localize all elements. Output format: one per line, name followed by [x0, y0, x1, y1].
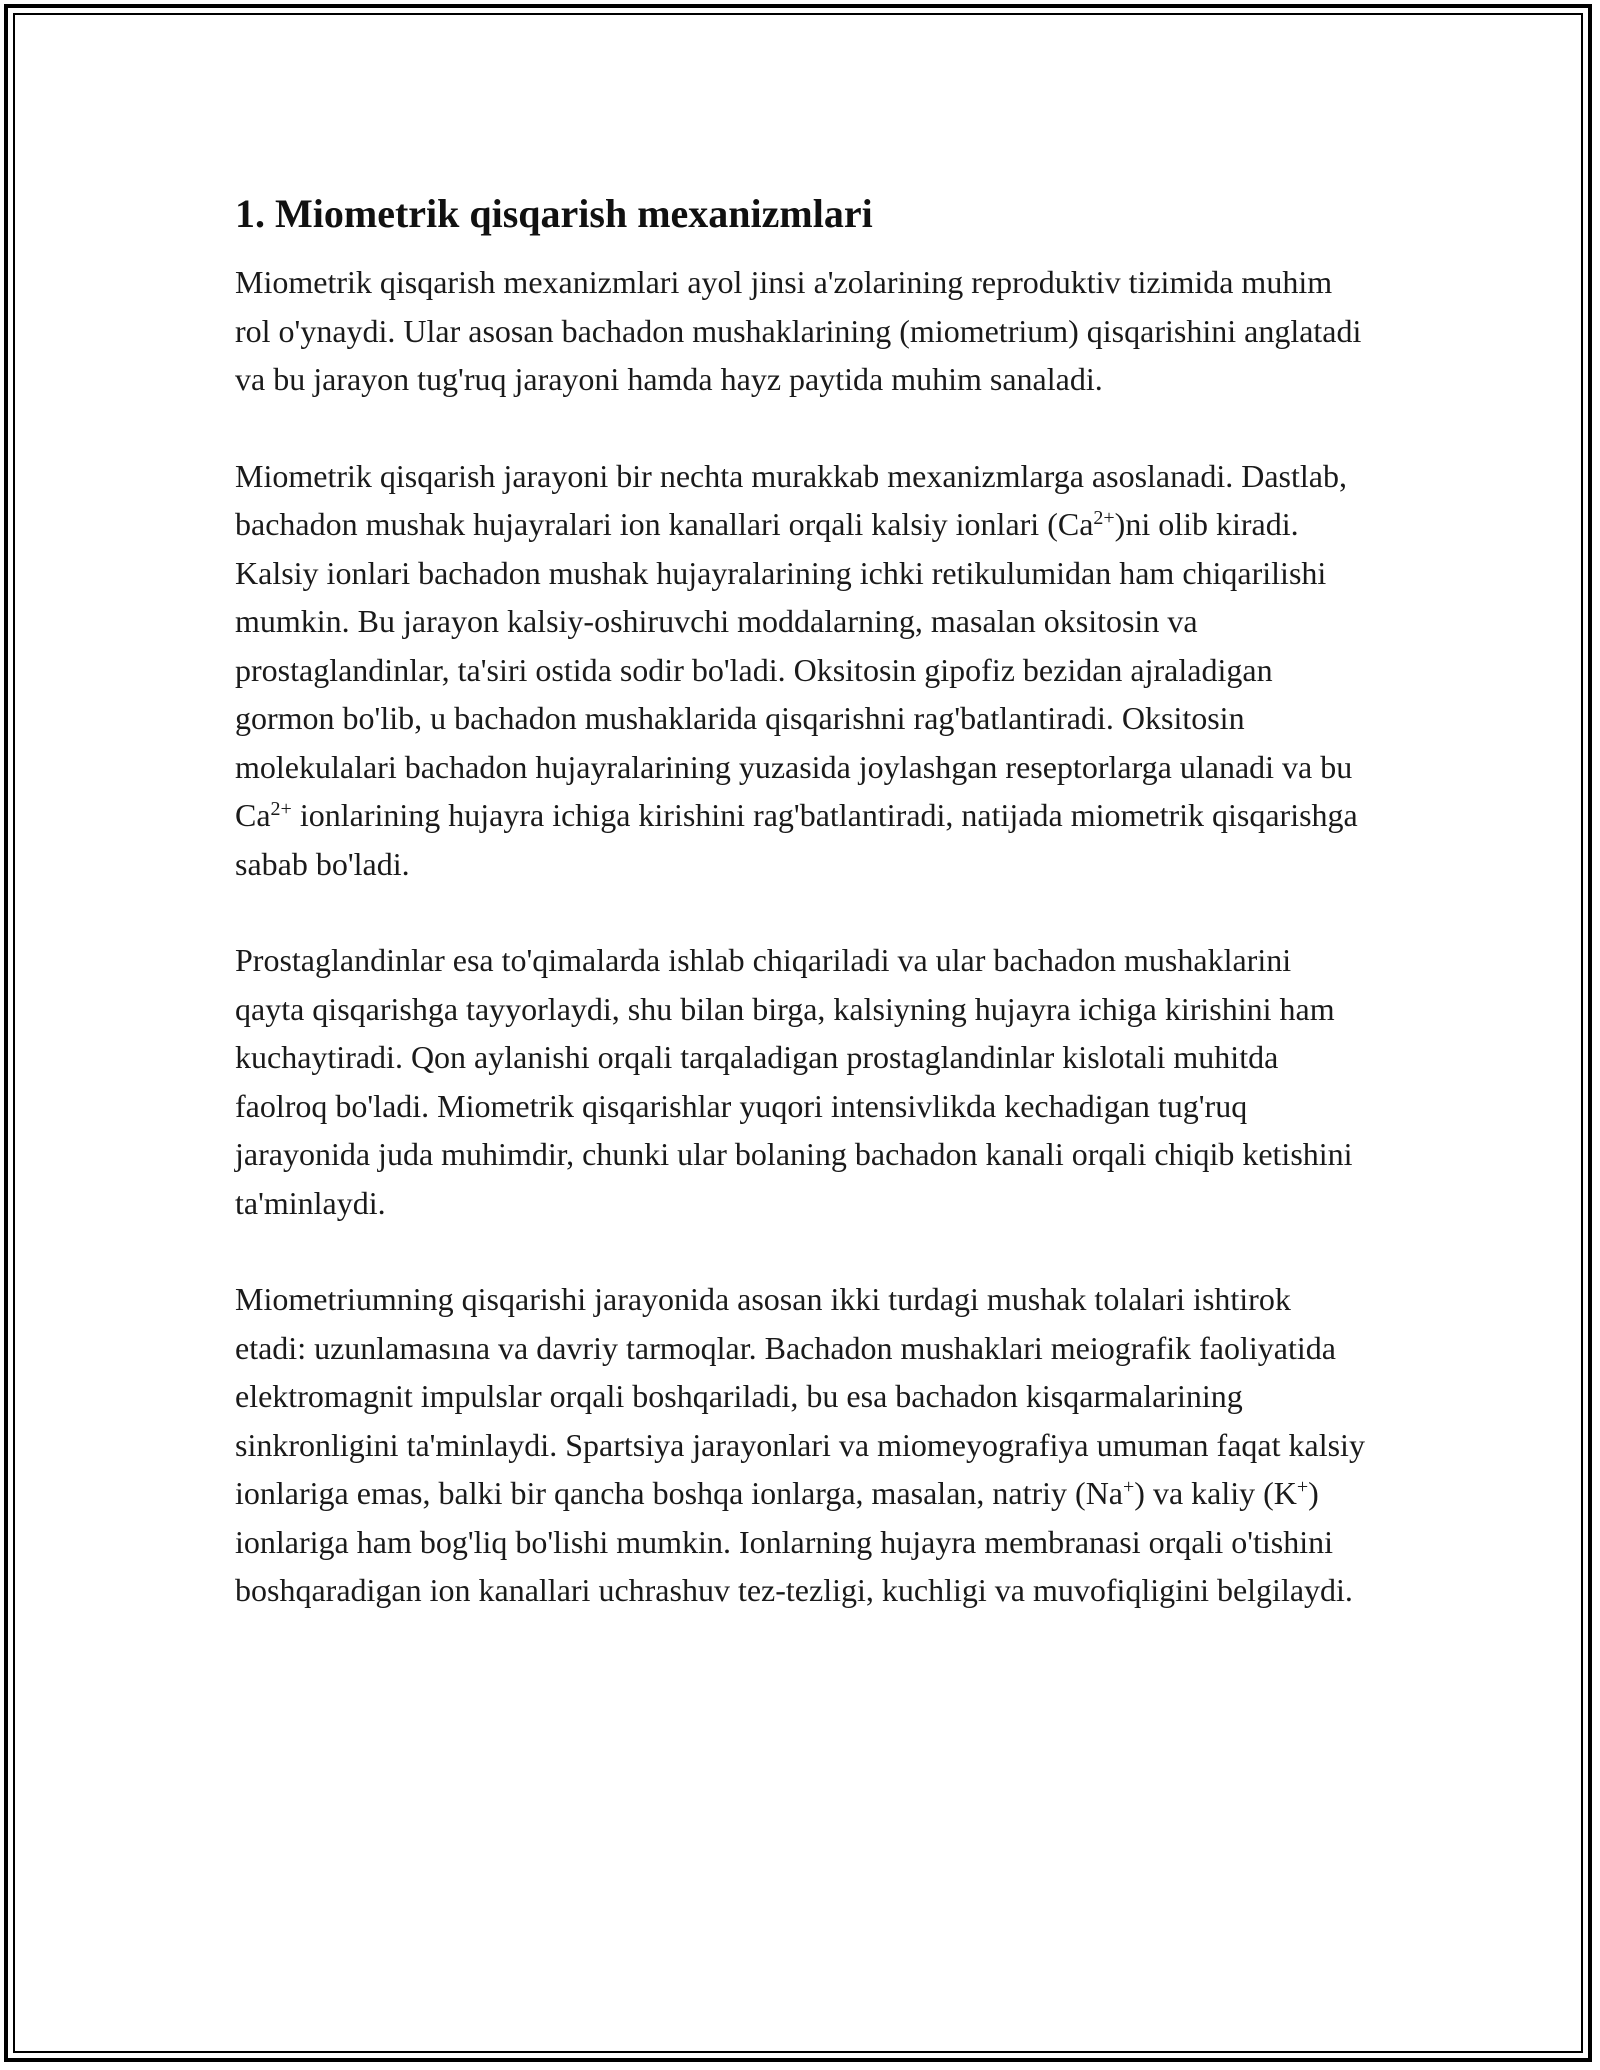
paragraph-calcium-mechanism	[235, 452, 1365, 889]
section-heading: 1. Miometrik qisqarish mexanizmlari	[235, 191, 873, 236]
superscript-charge: 2+	[270, 798, 292, 820]
paragraph-prostaglandins: Prostaglandinlar esa to'qimalarda ishlab chiqariladi va ular bachadon mushaklarini qayta qisqarishga tayyorlaydi, shu bilan birga, kalsiyning hujayra ichiga kirishini ham kuchaytiradi. Qon aylanishi orqali tarqaladigan prostaglandinlar kislotali muhitda faolroq bo'ladi. Miometrik qisqarishlar yuqori intensivlikda kechadigan tug'ruq jarayonida juda muhimdir, chunki ular bolaning bachadon kanali orqali chiqib ketishini ta'minlaydi.	[235, 942, 1353, 1221]
superscript-charge: 2+	[1093, 507, 1115, 529]
paragraph-text: Miometrik qisqarish jarayoni bir nechta murakkab mexanizmlarga asoslanadi. Dastlab, bachadon mushak hujayralari ion kanallari orqali kalsiy ionlari (Ca	[235, 457, 1347, 542]
paragraph-text: ) va kaliy (K	[1134, 1475, 1297, 1511]
paragraph-text: )ni olib kiradi. Kalsiy ionlari bachadon mushak hujayralarining ichki retikulumidan ham chiqarilishi mumkin. Bu jarayon kalsiy-oshiruvchi moddalarning, masalan oksitosin va prostaglandinlar, ta'siri ostida sodir bo'ladi. Oksitosin gipofiz bezidan ajraladigan gormon bo'lib, u bachadon mushaklarida qisqarishni rag'batlantiradi. Oksitosin molekulalari bachadon hujayralarining yuzasida joylashgan reseptorlarga ulanadi va bu Ca	[235, 506, 1353, 833]
paragraph-intro: Miometrik qisqarish mexanizmlari ayol jinsi a'zolarining reproduktiv tizimida muhim rol o'ynaydi. Ular asosan bachadon mushaklarining (miometrium) qisqarishini anglatadi va bu jarayon tug'ruq jarayoni hamda hayz paytida muhim sanaladi.	[235, 264, 1362, 397]
superscript-charge: +	[1296, 1476, 1309, 1498]
paragraph-muscle-fibers	[235, 1275, 1365, 1615]
document-body	[235, 188, 1365, 1663]
superscript-charge: +	[1123, 1476, 1135, 1498]
paragraph-text: ) ionlariga ham bog'liq bo'lishi mumkin. Ionlarning hujayra membranasi orqali o'tishini boshqaradigan ion kanallari uchrashuv tez-tezligi, kuchligi va muvofiqligini belgilaydi.	[235, 1475, 1353, 1608]
paragraph-text: ionlarining hujayra ichiga kirishini rag'batlantiradi, natijada miometrik qisqarishga sabab bo'ladi.	[235, 797, 1358, 882]
paragraph-text: Miometriumning qisqarishi jarayonida asosan ikki turdagi mushak tolalari ishtirok etadi: uzunlamasına va davriy tarmoqlar. Bachadon mushaklari meiografik faoliyatida elektromagnit impulslar orqali boshqariladi, bu esa bachadon kisqarmalarining sinkronligini ta'minlaydi. Spartsiya jarayonlari va miomeyografiya umuman faqat kalsiy ionlariga emas, balki bir qancha boshqa ionlarga, masalan, natriy (Na	[235, 1281, 1365, 1511]
